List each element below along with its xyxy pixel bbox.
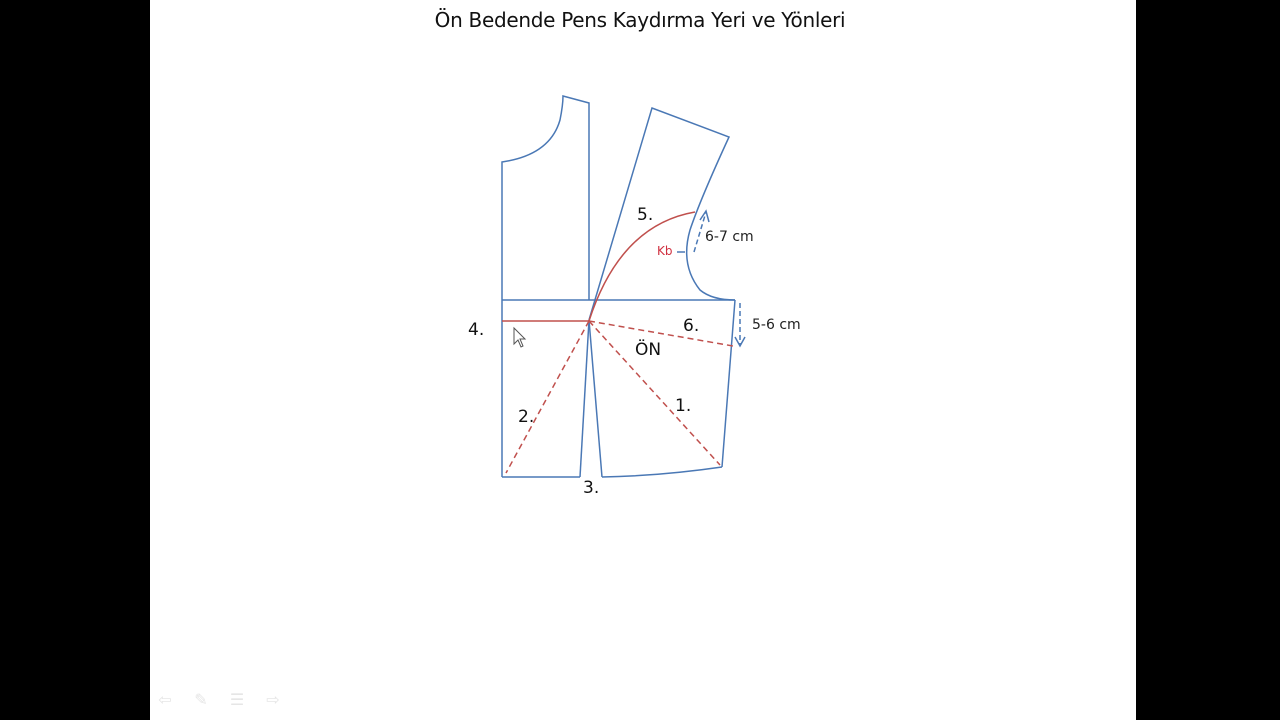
label-piece-name: ÖN (635, 340, 662, 360)
waist-dart-left (580, 320, 589, 477)
slideshow-nav (155, 690, 283, 710)
label-dart-4: 4. (468, 320, 485, 340)
label-armhole-measure: 6-7 cm (705, 229, 754, 245)
waist-dart-right (589, 320, 602, 477)
hem-right (602, 467, 722, 477)
mouse-cursor-icon (514, 328, 525, 347)
label-dart-1: 1. (675, 396, 692, 416)
menu-icon[interactable]: ☰ (229, 690, 245, 709)
label-dart-5: 5. (637, 205, 654, 225)
label-dart-3: 3. (583, 478, 600, 498)
rotated-shoulder-piece (589, 108, 735, 320)
label-armhole-point: Kb (657, 244, 673, 258)
label-side-measure: 5-6 cm (752, 317, 801, 333)
dart-2-line (506, 321, 589, 473)
forward-arrow-icon[interactable]: ⇨ (266, 690, 280, 709)
back-arrow-icon[interactable]: ⇦ (158, 690, 172, 709)
left-bodice-outline (502, 96, 589, 300)
slide-title: Ön Bedende Pens Kaydırma Yeri ve Yönleri (434, 8, 846, 32)
label-dart-6: 6. (683, 316, 700, 336)
side-seam (722, 300, 735, 467)
pen-icon[interactable]: ✎ (194, 690, 208, 709)
label-dart-2: 2. (518, 407, 535, 427)
